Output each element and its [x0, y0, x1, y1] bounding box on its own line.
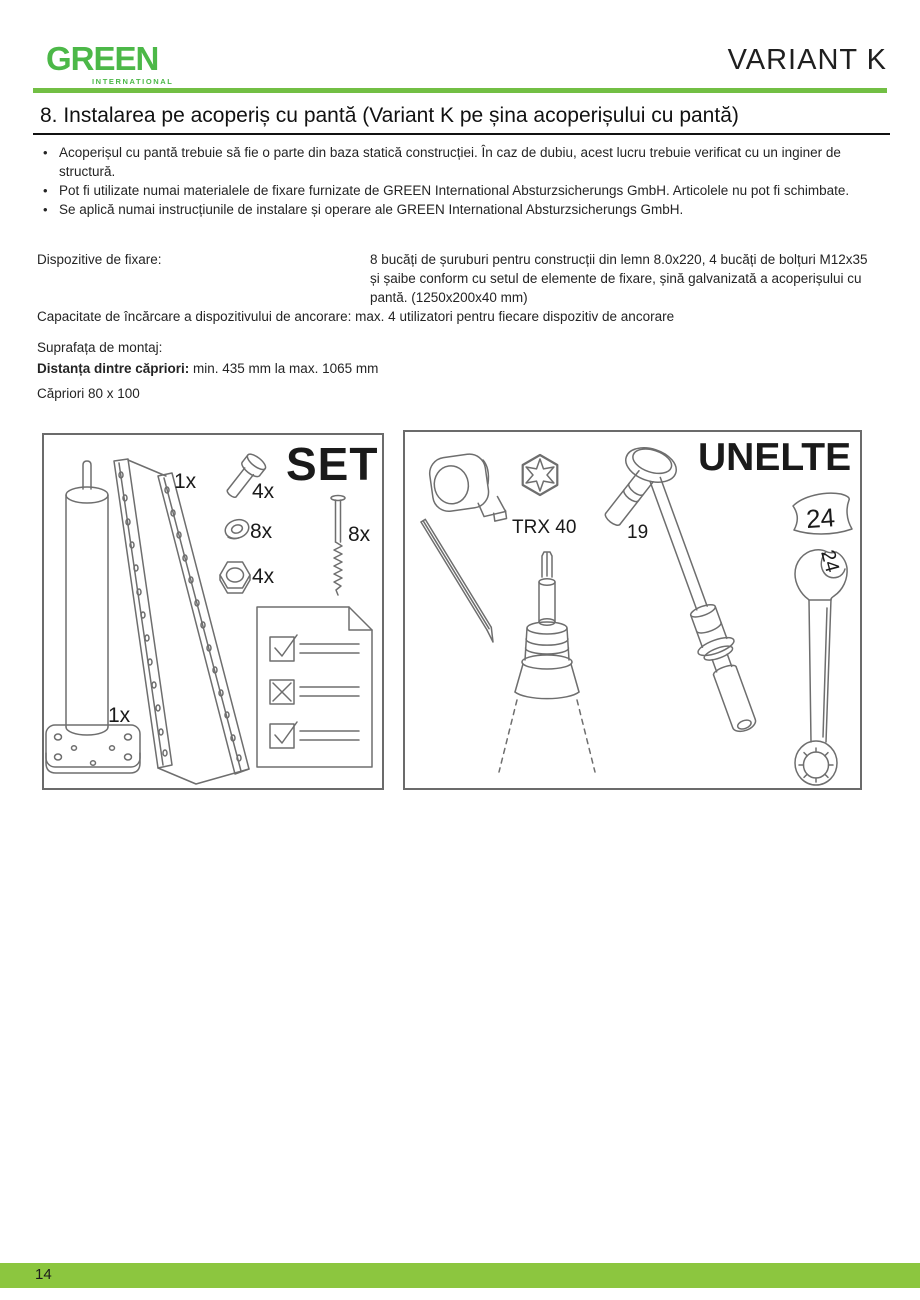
torque-wrench-icon [603, 442, 764, 737]
note-item: • Pot fi utilizate numai materialele de fixare furnizate de GREEN International Absturzsicherungs GmbH. Articolele nu pot fi schimbate. [40, 181, 887, 200]
header-divider [33, 88, 887, 93]
socket-size-label: 19 [627, 522, 649, 543]
rafter-distance-value: min. 435 mm la max. 1065 mm [189, 361, 379, 376]
torx-bit-icon [523, 455, 558, 495]
tag-size-label: 24 [805, 502, 837, 535]
capacity-line: Capacitate de încărcare a dispozitivului de ancorare: max. 4 utilizatori pentru fiecare dispozitiv de ancorare [37, 309, 675, 324]
set-parts-box [42, 433, 384, 790]
surface-label: Suprafața de montaj: [37, 340, 163, 355]
logo-subtitle: INTERNATIONAL [92, 77, 174, 86]
set-box-title: SET [286, 438, 379, 490]
set-parts-drawing [44, 435, 382, 788]
rail-qty-label: 1x [174, 470, 197, 493]
fixing-label: Dispozitive de fixare: [37, 252, 162, 267]
notes-list [40, 143, 887, 219]
washer-icon [223, 517, 251, 542]
section-heading: 8. Instalarea pe acoperiș cu pantă (Variant K pe șina acoperișului cu pantă) [33, 102, 890, 135]
wrench-size-label: 24 [816, 547, 844, 575]
nut-qty-label: 4x [252, 565, 275, 588]
rafter-distance-label: Distanța dintre căpriori: [37, 361, 190, 376]
nut-icon [220, 562, 250, 593]
post-qty-label: 1x [108, 704, 131, 727]
socket-adapter-icon [499, 552, 595, 772]
pencil-icon [421, 519, 493, 642]
rafter-distance-line [37, 361, 378, 376]
note-item: • Se aplică numai instrucțiunile de instalare și operare ale GREEN International Absturzsicherungs GmbH. [40, 200, 887, 219]
product-name: VARIANT K [727, 44, 887, 76]
tools-drawing [405, 432, 860, 788]
bolt-qty-label: 4x [252, 480, 275, 503]
footer-bar [0, 1263, 920, 1288]
tools-box [403, 430, 862, 790]
logo-title: GREEN [46, 40, 159, 77]
fixing-devices-row [37, 250, 885, 307]
checklist-icon [257, 607, 372, 767]
company-logo [46, 42, 174, 86]
torx-size-label: TRX 40 [512, 517, 577, 538]
washer-qty-label: 8x [250, 520, 273, 543]
page-number: 14 [35, 1266, 52, 1283]
screw-qty-label: 8x [348, 523, 371, 546]
roof-rail-icon [114, 459, 249, 784]
rafters-size: Căpriori 80 x 100 [37, 386, 140, 401]
note-item: • Acoperișul cu pantă trebuie să fie o parte din baza statică construcției. În caz de dubiu, acest lucru trebuie verificat cu un inginer de structură. [40, 143, 887, 181]
combination-wrench-icon [795, 547, 847, 785]
tape-measure-icon [428, 450, 507, 529]
wrench-size-tag [793, 493, 852, 534]
tools-box-title: UNELTE [698, 436, 852, 479]
wood-screw-icon [331, 496, 345, 596]
fixing-value: 8 bucăți de șuruburi pentru construcții din lemn 8.0x220, 4 bucăți de bolțuri M12x35 și șaibe conform cu setul de elemente de fixare, șină galvanizată a acoperișului cu pantă. (1250x200x40 mm) [370, 252, 868, 305]
